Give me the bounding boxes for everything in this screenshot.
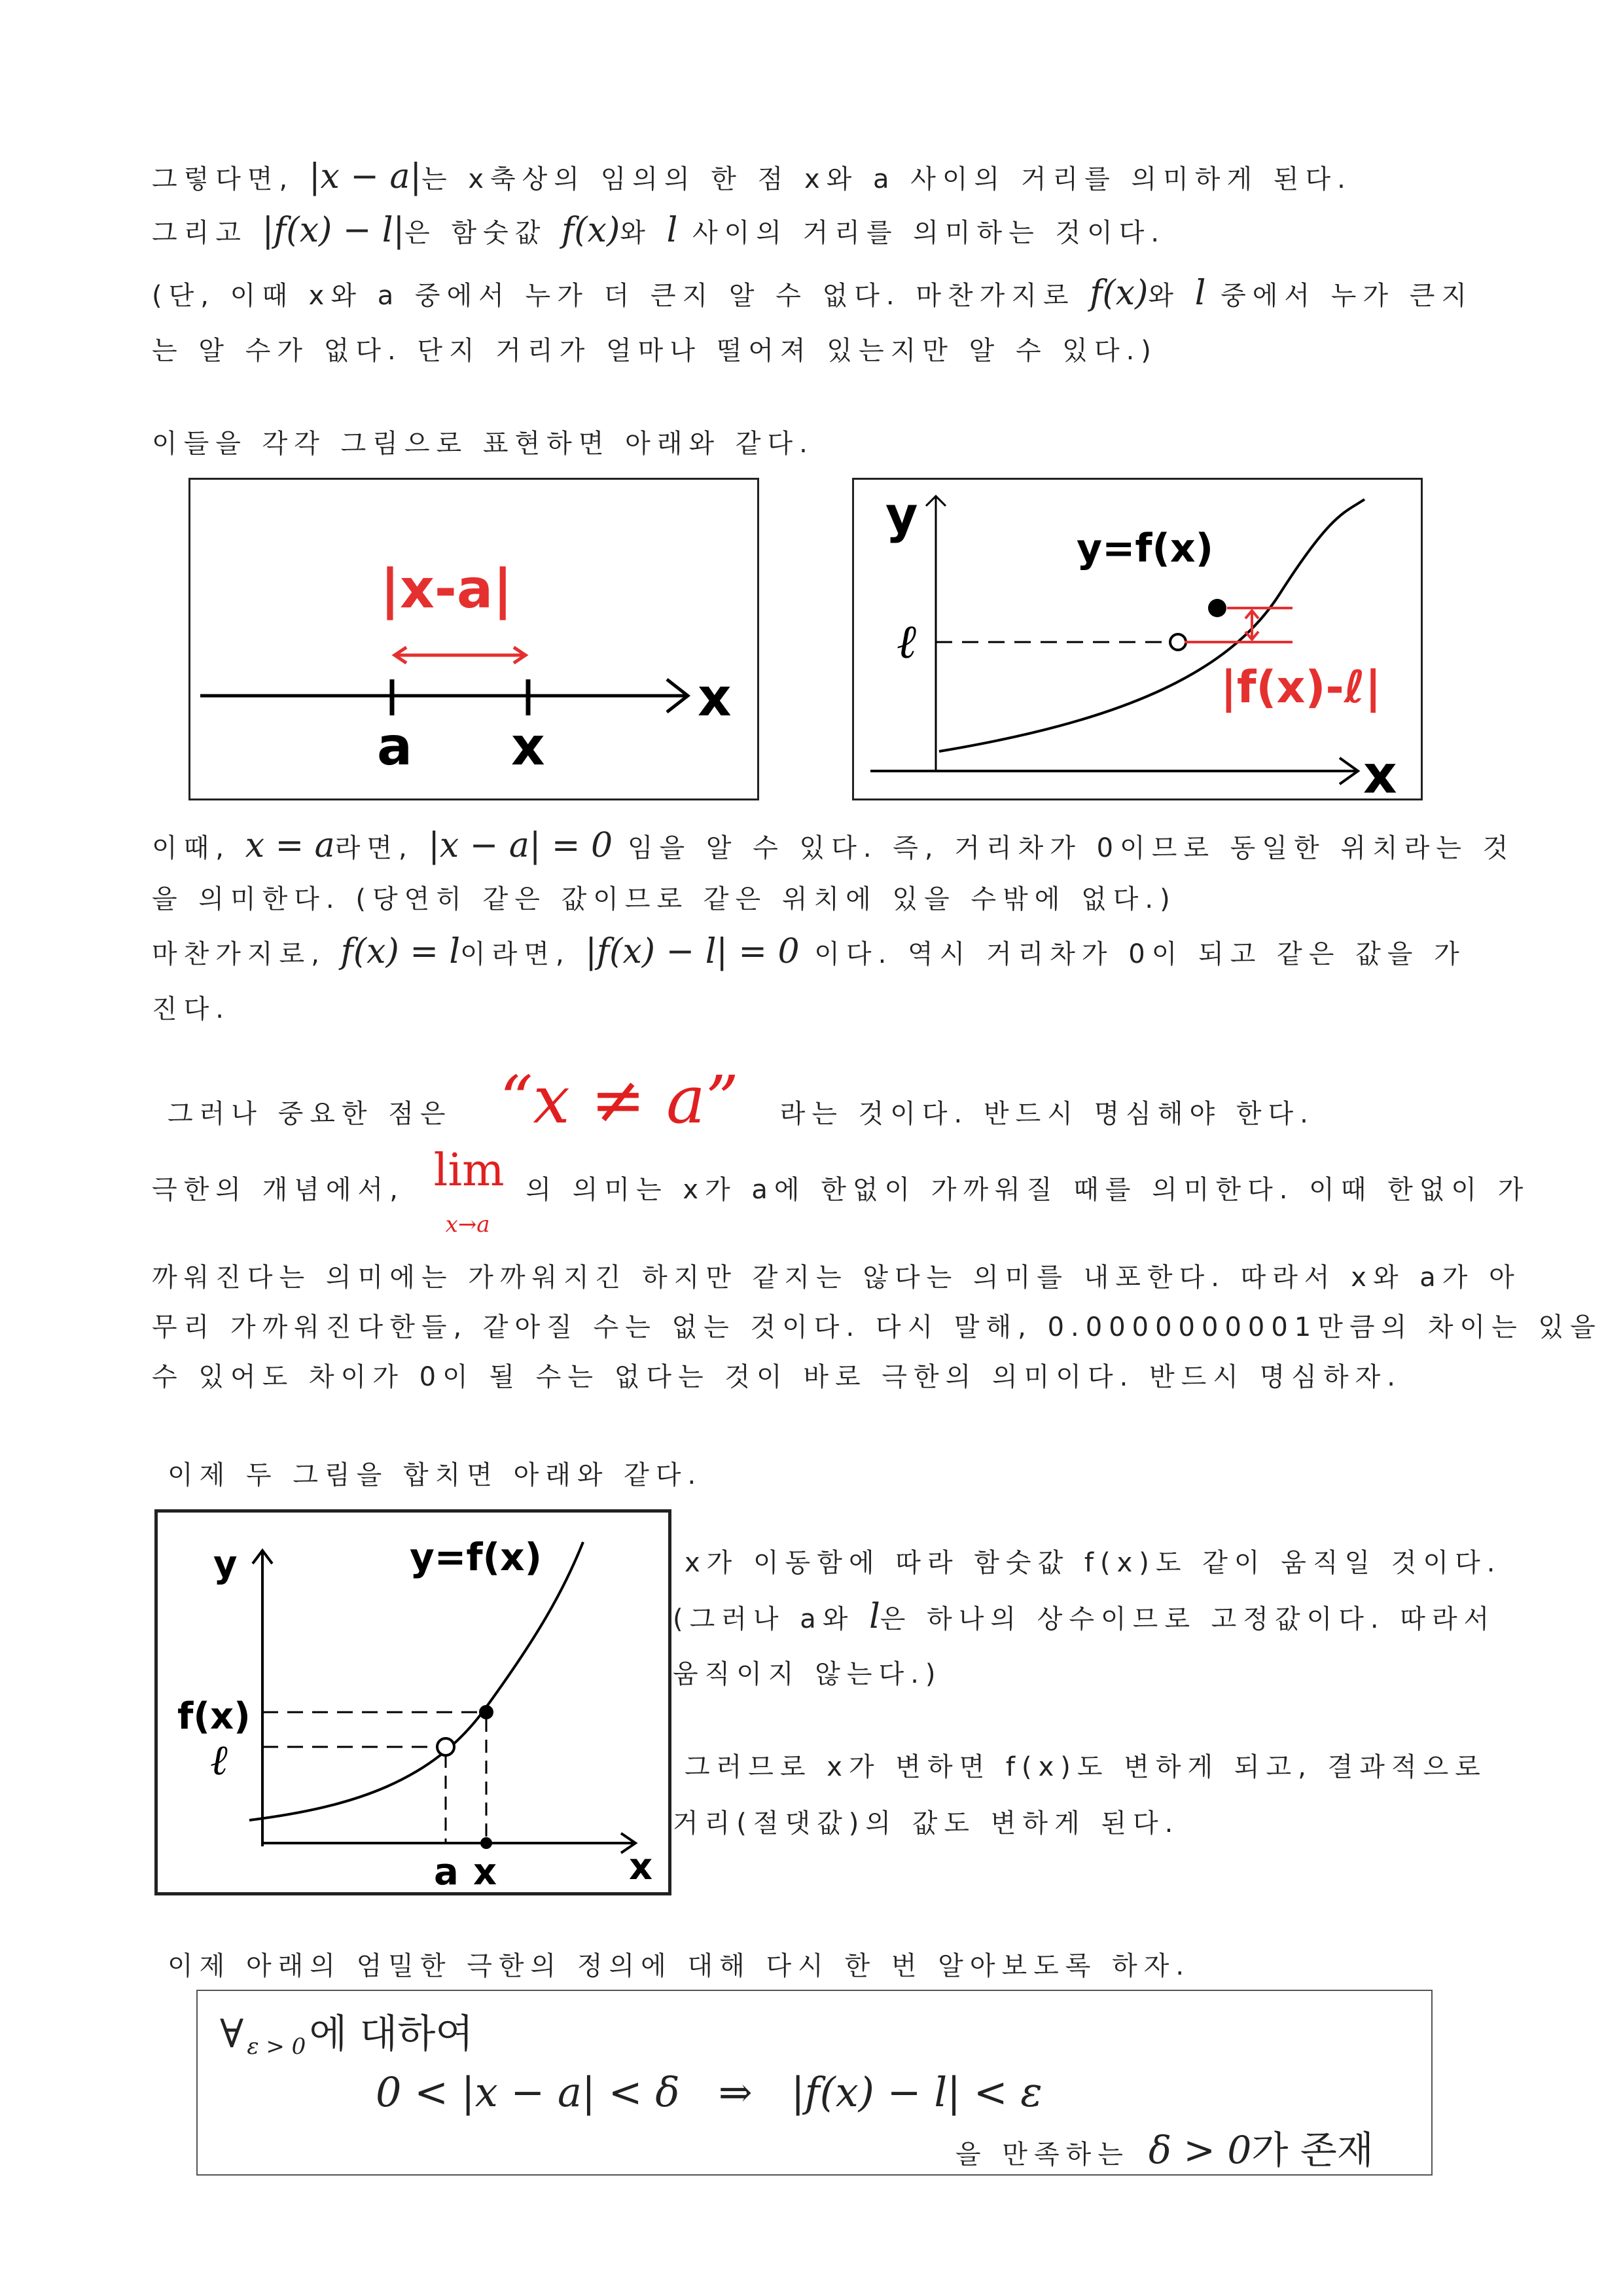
important-line [168,1062,1315,1138]
definition-inequality: 0 < |x − a| < δ ⇒ |f(x) − l| < ε [376,2068,1043,2116]
text-line: 까워진다는 의미에는 가까워지긴 하지만 같지는 않다는 의미를 내포한다. 따라서 x와 a가 아 [152,1263,1521,1293]
text-line: 을 의미한다. (당연히 같은 값이므로 같은 위치에 있을 수밖에 없다.) [152,884,1177,914]
math: l [666,211,678,250]
text: 가 존재 [1251,2128,1374,2172]
text: 중에서 누가 큰지 [1221,281,1474,311]
text-line: 무리 가까워진다한들, 같아질 수는 없는 것이다. 다시 말해, 0.0000000001만큼의 차이는 있을 [152,1312,1602,1342]
text: 는 x축상의 임의의 한 점 x와 a 사이의 거리를 의미하게 된다. [421,164,1352,194]
text: 을 만족하는 [955,2140,1130,2170]
text: 이다. 역시 거리차가 0이 되고 같은 값을 가 [814,939,1466,969]
fx-label: f(x) [177,1695,251,1738]
text: 와 [1148,281,1181,311]
math: f(x) = l [340,932,461,971]
text: 의 의미는 x가 a에 한없이 가까워질 때를 의미한다. 이때 한없이 가 [526,1175,1530,1205]
text-line [152,1145,1530,1238]
text: 와 [620,218,652,248]
text: 마찬가지로, [152,939,326,969]
y-axis-label: y [213,1543,238,1586]
text: 이때, [152,833,230,863]
limit-definition-box [196,1990,1433,2176]
text-line: 수 있어도 차이가 0이 될 수는 없다는 것이 바로 극한의 의미이다. 반드시 명심하자. [152,1362,1402,1392]
lim-subscript: x→a [445,1211,490,1238]
text-line: 거리(절댓값)의 값도 변하게 된다. [673,1808,1180,1839]
figure-function-distance [852,478,1423,800]
math: l [869,1597,880,1636]
text-line: x가 이동함에 따라 함숫값 f(x)도 같이 움직일 것이다. [685,1548,1502,1578]
text-line [152,826,1514,865]
a-label: a [377,716,412,777]
x-axis-label: x [629,1846,653,1888]
text-line [152,211,1166,250]
x-point-label: x [473,1851,497,1892]
text: 은 하나의 상수이므로 고정값이다. 따라서 [880,1604,1496,1634]
math: |f(x) − l| [262,211,405,250]
math: l [1194,274,1206,313]
distance-label: |f(x)-ℓ| [1221,662,1382,713]
text: 그러나 중요한 점은 [168,1099,452,1129]
text: 그리고 [152,218,247,248]
text: 에 대하여 [309,2011,474,2057]
text: (그러나 a와 [673,1604,855,1634]
x-axis-label: x [698,667,732,728]
text-line: 이들을 각각 그림으로 표현하면 아래와 같다. [152,429,814,459]
text-line [152,274,1473,313]
text-line [152,157,1352,196]
text-line [673,1597,1495,1636]
text: 임을 알 수 있다. 즉, 거리차가 0이므로 동일한 위치라는 것 [627,833,1515,863]
text: 라는 것이다. 반드시 명심해야 한다. [779,1099,1315,1129]
delta-condition: δ > 0 [1149,2128,1252,2172]
text-line: 는 알 수가 없다. 단지 거리가 얼마나 떨어져 있는지만 알 수 있다.) [152,336,1158,366]
l-label: ℓ [210,1736,228,1785]
x-label: x [511,716,545,777]
l-label: ℓ [897,614,916,669]
text-line: 이제 아래의 엄밀한 극한의 정의에 대해 다시 한 번 알아보도록 하자. [168,1951,1191,1981]
text: (단, 이때 x와 a 중에서 누가 더 큰지 알 수 없다. 마찬가지로 [152,281,1075,311]
math: |f(x) − l| = 0 [585,932,800,971]
distance-label: |x-a| [380,558,513,620]
epsilon-condition: ε > 0 [247,2034,306,2060]
forall-symbol: ∀ [220,2011,244,2057]
text: 은 함숫값 [404,218,547,248]
math: f(x) [562,211,620,250]
text: 라면, [334,833,414,863]
lim-symbol: lim [433,1145,505,1196]
a-label: a [434,1851,459,1892]
math-x-not-a: “x ≠ a” [499,1062,739,1138]
y-axis-label: y [885,486,918,544]
text: 사이의 거리를 의미하는 것이다. [692,218,1166,248]
text: 이라면, [460,939,571,969]
text-line: 그러므로 x가 변하면 f(x)도 변하게 되고, 결과적으로 [685,1752,1487,1782]
definition-line-3 [955,2119,1374,2174]
math: |x − a| = 0 [428,826,613,865]
text-line: 움직이지 않는다.) [673,1659,942,1689]
figure-distance-x-a [188,478,759,800]
function-label: y=f(x) [1077,526,1214,571]
text-line [152,932,1466,971]
function-label: y=f(x) [410,1535,543,1579]
text: 그렇다면, [152,164,294,194]
definition-line-1 [220,2003,473,2060]
text-line: 진다. [152,994,230,1024]
figure-combined [154,1509,671,1895]
math: |x − a| [309,157,421,196]
math: x = a [245,826,335,865]
text-line: 이제 두 그림을 합치면 아래와 같다. [168,1460,703,1490]
x-axis-label: x [1363,744,1397,798]
math: f(x) [1090,274,1149,313]
text: 극한의 개념에서, [152,1175,404,1205]
